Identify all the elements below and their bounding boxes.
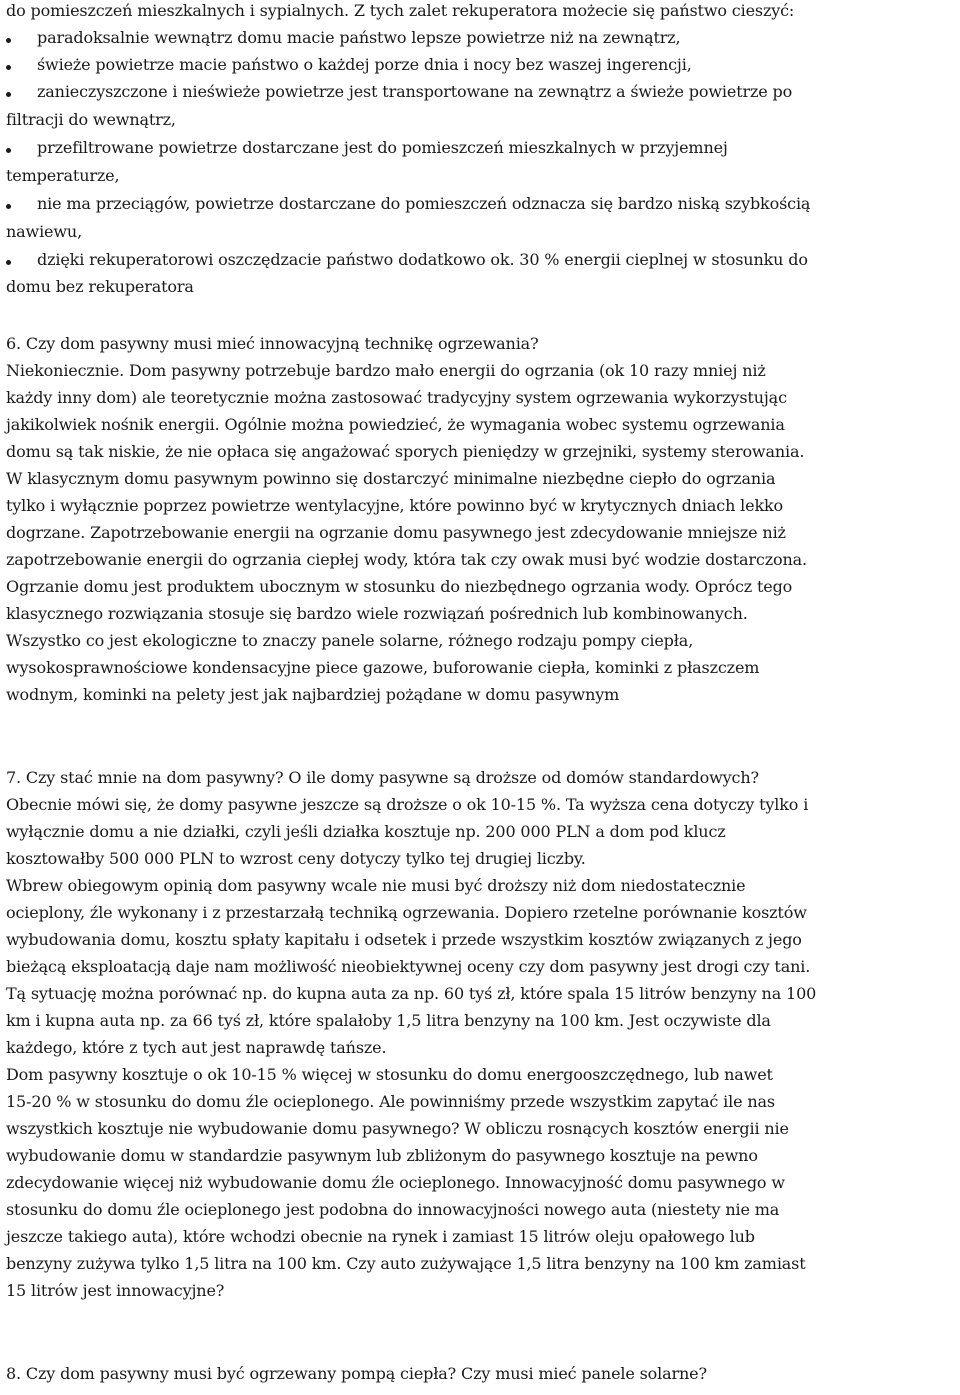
paragraph-line: 15-20 % w stosunku do domu źle ocieplonego. Ale powinniśmy przede wszystkim zapytać ile nas (6, 1092, 775, 1111)
paragraph-line: wyłącznie domu a nie działki, czyli jeśli działka kosztuje np. 200 000 PLN a dom pod klucz (6, 822, 726, 841)
paragraph-line: wybudowania domu, kosztu spłaty kapitału i odsetek i przede wszystkim kosztów związanych z jego (6, 930, 802, 949)
paragraph-line: klasycznego rozwiązania stosuje się bardzo wiele rozwiązań pośrednich lub kombinowanych. (6, 604, 748, 623)
paragraph-line: Tą sytuację można porównać np. do kupna auta za np. 60 tyś zł, które spala 15 litrów benzyny na 100 (6, 984, 817, 1003)
list-item: paradoksalnie wewnątrz domu macie państwo lepsze powietrze niż na zewnątrz, (37, 28, 681, 47)
paragraph-line: każdy inny dom) ale teoretycznie można zastosować tradycyjny system ogrzewania wykorzystując (6, 388, 787, 407)
paragraph-line: bieżącą eksploatacją daje nam możliwość nieobiektywnej oceny czy dom pasywny jest drogi czy tani. (6, 957, 811, 976)
paragraph-line: Wszystko co jest ekologiczne to znaczy panele solarne, różnego rodzaju pompy ciepła, (6, 631, 694, 650)
list-item: zanieczyszczone i nieświeże powietrze jest transportowane na zewnątrz a świeże powietrze po (37, 82, 793, 101)
section-heading: 8. Czy dom pasywny musi być ogrzewany pompą ciepła? Czy musi mieć panele solarne? (6, 1364, 707, 1383)
paragraph-line: 15 litrów jest innowacyjne? (6, 1281, 225, 1300)
paragraph-line: każdego, które z tych aut jest naprawdę tańsze. (6, 1038, 387, 1057)
paragraph-line: W klasycznym domu pasywnym powinno się dostarczyć minimalne niezbędne ciepło do ogrzania (6, 469, 776, 488)
list-item-continuation: domu bez rekuperatora (6, 277, 194, 296)
paragraph-line: ocieplony, źle wykonany i z przestarzałą techniką ogrzewania. Dopiero rzetelne porównanie kosztów (6, 903, 807, 922)
intro-line: do pomieszczeń mieszkalnych i sypialnych. Z tych zalet rekuperatora możecie się państwo cieszyć: (6, 1, 795, 20)
paragraph-line: wszystkich kosztuje nie wybudowanie domu pasywnego? W obliczu rosnących kosztów energii nie (6, 1119, 789, 1138)
paragraph-line: Obecnie mówi się, że domy pasywne jeszcze są droższe o ok 10-15 %. Ta wyższa cena dotyczy tylko i (6, 795, 809, 814)
paragraph-line: kosztowałby 500 000 PLN to wzrost ceny dotyczy tylko tej drugiej liczby. (6, 849, 586, 868)
bullet-dot (6, 204, 11, 209)
paragraph-line: dogrzane. Zapotrzebowanie energii na ogrzanie domu pasywnego jest zdecydowanie mniejsze niż (6, 523, 786, 542)
list-item: przefiltrowane powietrze dostarczane jest do pomieszczeń mieszkalnych w przyjemnej (37, 138, 728, 157)
list-item: dzięki rekuperatorowi oszczędzacie państwo dodatkowo ok. 30 % energii cieplnej w stosunku do (37, 250, 808, 269)
paragraph-line: Niekoniecznie. Dom pasywny potrzebuje bardzo mało energii do ogrzania (ok 10 razy mniej niż (6, 361, 766, 380)
section-heading: 7. Czy stać mnie na dom pasywny? O ile domy pasywne są droższe od domów standardowych? (6, 768, 759, 787)
paragraph-line: benzyny zużywa tylko 1,5 litra na 100 km. Czy auto zużywające 1,5 litra benzyny na 100 km zamiast (6, 1254, 806, 1273)
bullet-dot (6, 148, 11, 153)
paragraph-line: stosunku do domu źle ocieplonego jest podobna do innowacyjności nowego auta (niestety nie ma (6, 1200, 780, 1219)
section-heading: 6. Czy dom pasywny musi mieć innowacyjną technikę ogrzewania? (6, 334, 539, 353)
list-item-continuation: temperaturze, (6, 166, 120, 185)
paragraph-line: jakikolwiek nośnik energii. Ogólnie można powiedzieć, że wymagania wobec systemu ogrzewania (6, 415, 785, 434)
paragraph-line: domu są tak niskie, że nie opłaca się angażować sporych pieniędzy w grzejniki, systemy sterowania. (6, 442, 805, 461)
paragraph-line: wodnym, kominki na pelety jest jak najbardziej pożądane w domu pasywnym (6, 685, 620, 704)
paragraph-line: zdecydowanie więcej niż wybudowanie domu źle ocieplonego. Innowacyjność domu pasywnego w (6, 1173, 785, 1192)
paragraph-line: zapotrzebowanie energii do ogrzania ciepłej wody, która tak czy owak musi być wodzie dostarczona. (6, 550, 807, 569)
paragraph-line: Ogrzanie domu jest produktem ubocznym w stosunku do niezbędnego ogrzania wody. Oprócz tego (6, 577, 793, 596)
list-item: nie ma przeciągów, powietrze dostarczane do pomieszczeń odznacza się bardzo niską szybkością (37, 194, 811, 213)
bullet-dot (6, 38, 11, 43)
list-item: świeże powietrze macie państwo o każdej porze dnia i nocy bez waszej ingerencji, (37, 55, 692, 74)
bullet-dot (6, 65, 11, 70)
paragraph-line: wybudowanie domu w standardzie pasywnym lub zbliżonym do pasywnego kosztuje na pewno (6, 1146, 758, 1165)
paragraph-line: jeszcze takiego auta), które wchodzi obecnie na rynek i zamiast 15 litrów oleju opałowego lub (6, 1227, 755, 1246)
bullet-dot (6, 260, 11, 265)
paragraph-line: tylko i wyłącznie poprzez powietrze wentylacyjne, które powinno być w krytycznych dniach lekko (6, 496, 784, 515)
paragraph-line: Wbrew obiegowym opinią dom pasywny wcale nie musi być droższy niż dom niedostatecznie (6, 876, 746, 895)
paragraph-line: wysokosprawnościowe kondensacyjne piece gazowe, buforowanie ciepła, kominki z płaszczem (6, 658, 760, 677)
list-item-continuation: nawiewu, (6, 222, 83, 241)
paragraph-line: Dom pasywny kosztuje o ok 10-15 % więcej w stosunku do domu energooszczędnego, lub nawet (6, 1065, 773, 1084)
list-item-continuation: filtracji do wewnątrz, (6, 110, 176, 129)
paragraph-line: km i kupna auta np. za 66 tyś zł, które spalałoby 1,5 litra benzyny na 100 km. Jest oczywiste dla (6, 1011, 771, 1030)
bullet-dot (6, 92, 11, 97)
